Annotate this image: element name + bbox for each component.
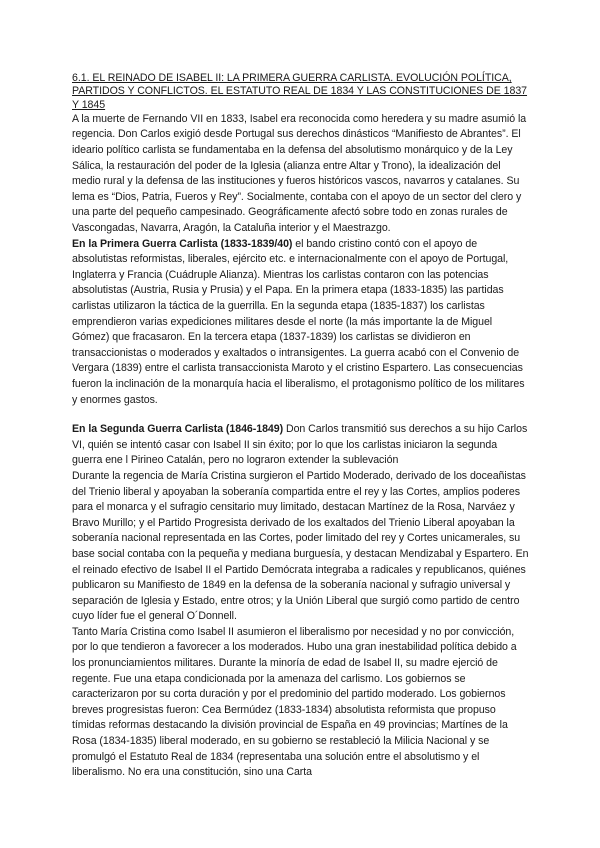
paragraph-parties: Durante la regencia de María Cristina surgieron el Partido Moderado, derivado de los doceañistas del Trienio liberal y apoyaban la soberanía compartida entre el rey y las Cortes, amplios poderes para el monarca y el sufragio censitario muy limitado, destacan Martínez de la Rosa, Narváez y Bravo Murillo; y el Partido Progresista derivado de los exaltados del Trienio Liberal apoyaban la soberanía nacional representada en las Cortes, poder limitado del rey y Cortes unicamerales, su base social contaba con la pequeña y mediana burguesía, y destacan Mendizabal y Espartero. En el reinado efectivo de Isabel II el Partido Demócrata integraba a radicales y republicanos, quiénes publicaron su Manifiesto de 1849 en la defensa de la soberanía nacional y sufragio universal y separación de Iglesia y Estado, entre otros; y la Unión Liberal que surgió como partido de centro cuyo líder fue el general O´Donnell.	[72, 469, 529, 623]
document-body	[72, 72, 530, 781]
first-war-text: el bando cristino contó con el apoyo de absolutistas reformistas, liberales, ejército etc. e internacionalmente con el apoyo de Portugal, Inglaterra y Francia (Cuádruple Alianza). Mientras los carlistas contaron con las potencias absolutistas (Austria, Rusia y Prusia) y el Papa. En la primera etapa (1833-1835) las partidas carlistas utilizaron la táctica de la guerrilla. En la segunda etapa (1835-1837) los carlistas emprendieron varias expediciones militares desde el norte (la más importante la de Miguel Gómez) que fracasaron. En la tercera etapa (1837-1839) los carlistas se dividieron en transaccionistas o moderados y exaltados o intransigentes. La guerra acabó con el Convenio de Vergara (1839) entre el carlista transaccionista Maroto y el cristino Espartero. Las consecuencias fueron la inclinación de la monarquía hacia el liberalismo, el protagonismo político de los militares y enormes gastos.	[72, 237, 525, 406]
section-heading: 6.1. EL REINADO DE ISABEL II: LA PRIMERA GUERRA CARLISTA. EVOLUCIÓN POLÍTICA, PARTIDOS Y CONFLICTOS. EL ESTATUTO REAL DE 1834 Y LAS CONSTITUCIONES DE 1837 Y 1845	[72, 72, 528, 111]
second-war-text: Don Carlos transmitió sus derechos a su hijo Carlos VI, quién se intentó casar con Isabel II sin éxito; por lo que los carlistas iniciaron la segunda guerra ene l Pirineo Catalán, pero no lograron extender la sublevación	[72, 423, 528, 467]
paragraph-second-war	[72, 422, 530, 469]
second-war-title: En la Segunda Guerra Carlista (1846-1849)	[72, 423, 284, 436]
paragraph-first-war	[72, 237, 530, 409]
first-war-title: En la Primera Guerra Carlista (1833-1839/40)	[72, 237, 293, 250]
paragraph-governments: Tanto María Cristina como Isabel II asumieron el liberalismo por necesidad y no por convicción, por lo que tendieron a favorecer a los moderados. Hubo una gran inestabilidad política debido a los pronunciamientos militares. Durante la minoría de edad de Isabel II, su madre ejerció de regente. Fue una etapa condicionada por la amenaza del carlismo. Los gobiernos se caracterizaron por su corta duración y por el predominio del partido moderado. Los gobiernos breves progresistas fueron: Cea Bermúdez (1833-1834) absolutista reformista que propuso tímidas reformas destacando la división provincial de España en 49 provincias; Martínes de la Rosa (1834-1835) liberal moderado, en su gobierno se restableció la Milicia Nacional y se promulgó el Estatuto Real de 1834 (representaba una solución entre el absolutismo y el liberalismo. No era una constitución, sino una Carta	[72, 625, 517, 779]
paragraph-intro: A la muerte de Fernando VII en 1833, Isabel era reconocida como heredera y su madre asumió la regencia. Don Carlos exigió desde Portugal sus derechos dinásticos “Manifiesto de Abrantes”. El ideario político carlista se fundamentaba en la defensa del absolutismo monárquico y de la Ley Sálica, la restauración del poder de la Iglesia (alianza entre Altar y Trono), la idealización del medio rural y la defensa de las instituciones y fueros históricos vascos, navarros y catalanes. Su lema es “Dios, Patria, Fueros y Rey”. Socialmente, contaba con el apoyo de un sector del clero y una parte del pequeño campesinado. Geográficamente afectó sobre todo en zonas rurales de Vascongadas, Navarra, Aragón, la Cataluña interior y el Maestrazgo.	[72, 112, 527, 235]
paragraph-gap	[72, 408, 530, 422]
